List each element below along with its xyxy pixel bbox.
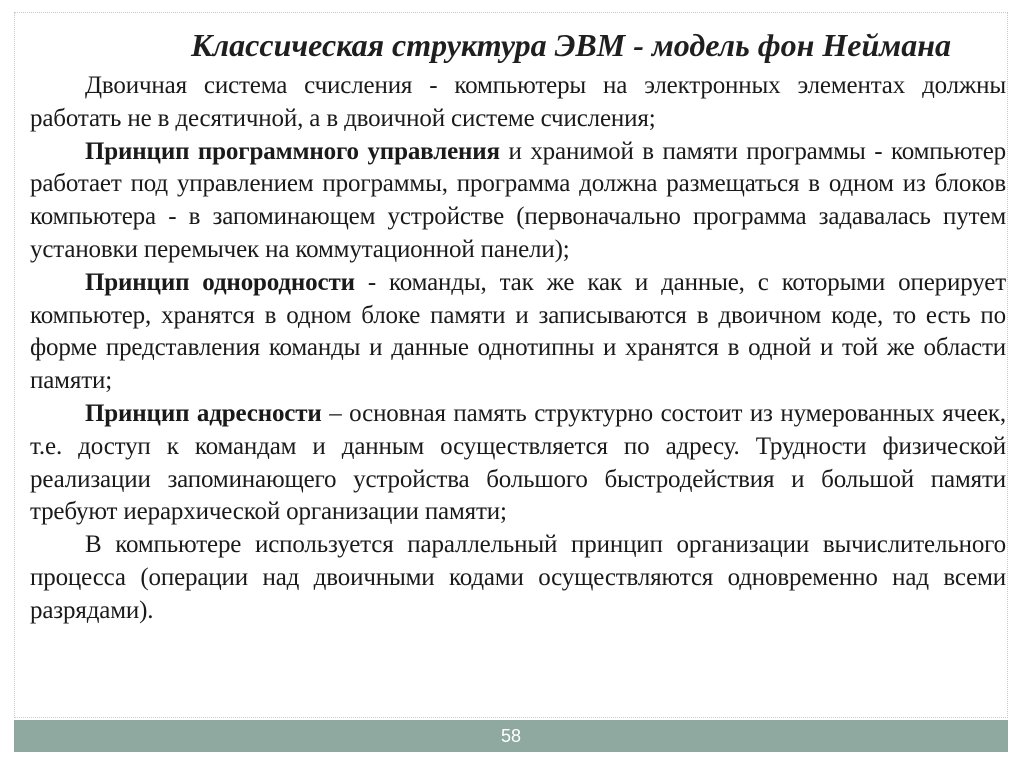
- slide-body: [30, 70, 1006, 628]
- paragraph-text: - команды, так же как и данные, с которыми оперирует компьютер, хранятся в одном блоке памяти и записываются в двоичном коде, то есть по форме представления команды и данные однотипны и хранятся в одной и той же области памяти;: [30, 268, 1006, 395]
- footer-bar: [14, 720, 1008, 752]
- paragraph-text: Двоичная система счисления - компьютеры на электронных элементах должны работать не в десятичной, а в двоичной системе счисления;: [30, 72, 1006, 132]
- paragraph-program-control: [30, 136, 1006, 267]
- paragraph-lead: Принцип программного управления: [85, 137, 500, 165]
- paragraph-lead: Принцип однородности: [85, 268, 355, 296]
- paragraph-homogeneity: [30, 267, 1006, 398]
- paragraph-text: – основная память структурно состоит из нумерованных ячеек, т.е. доступ к командам и данным осуществляется по адресу. Трудности физической реализации запоминающего устройства большого быстродействия и большой памяти требуют иерархической организации памяти;: [30, 399, 1006, 526]
- paragraph-parallelism: [30, 529, 1006, 627]
- paragraph-text: В компьютере используется параллельный принцип организации вычислительного процесса (операции над двоичными кодами осуществляются одновременно над всеми разрядами).: [30, 531, 1006, 624]
- slide-title: Классическая структура ЭВМ - модель фон Неймана: [191, 27, 951, 63]
- page-number: 58: [500, 726, 522, 746]
- paragraph-addressing: [30, 398, 1006, 529]
- paragraph-text: и хранимой в памяти программы - компьютер работает под управлением программы, программа должна размещаться в одном из блоков компьютера - в запоминающем устройстве (первоначально программа задавалась путем установки перемычек на коммутационной панели);: [30, 137, 1006, 263]
- paragraph-binary-system: [30, 70, 1006, 136]
- paragraph-lead: Принцип адресности: [85, 399, 322, 427]
